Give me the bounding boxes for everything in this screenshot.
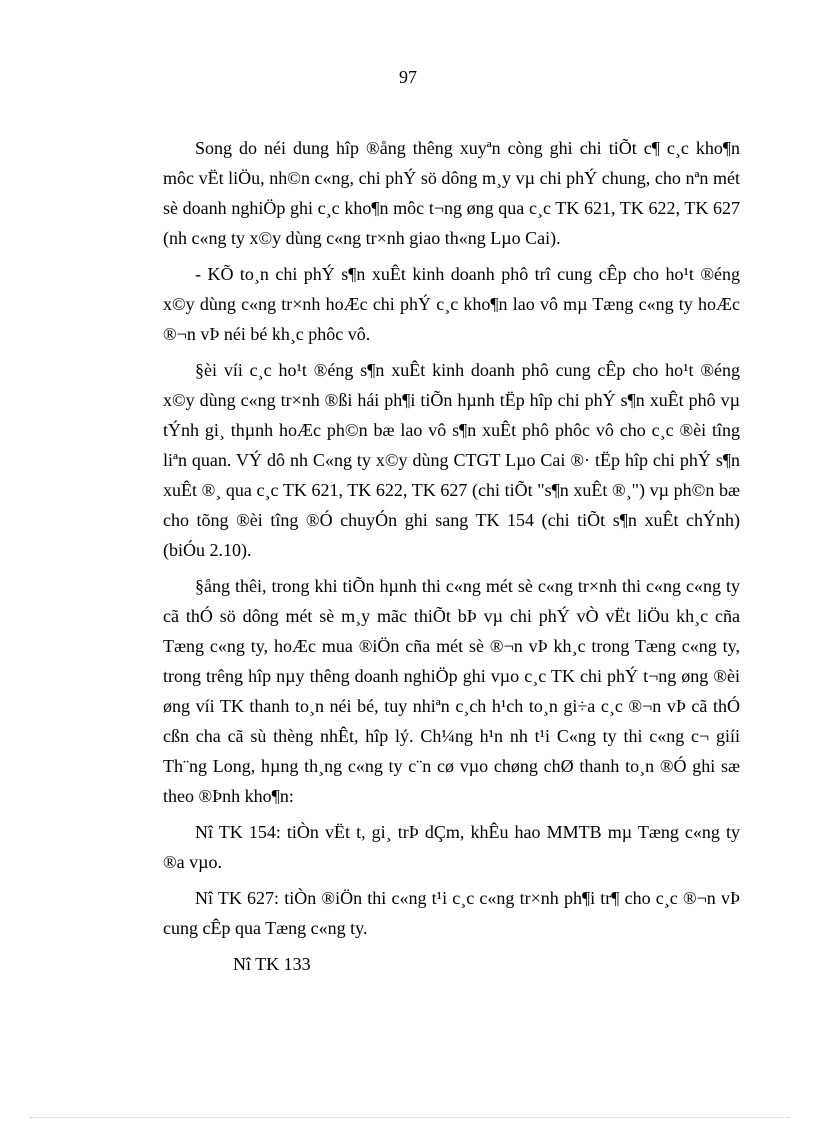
paragraph-internal-payment: §ång thêi, trong khi tiÕn hµnh thi c«ng mét sè c«ng tr×nh thi c«ng c«ng ty cã thÓ sö dông mét sè m¸y mãc thiÕt bÞ vµ chi phÝ vÒ vËt liÖu kh¸c cña Tæng c«ng ty, hoÆc mua ®iÖn cña mét sè ®¬n vÞ kh¸c trong Tæng c«ng ty, trong trêng hîp nµy thêng doanh nghiÖp ghi vµo c¸c TK chi phÝ t¬ng øng ®èi øng víi TK thanh to¸n néi bé, tuy nhiªn c¸ch h¹ch to¸n gi÷a c¸c ®¬n vÞ cã thÓ cßn cha cã sù thèng nhÊt, hîp lý. Ch¼ng h¹n nh t¹i C«ng ty thi c«ng c¬ giíi Th¨ng Long, hµng th¸ng c«ng ty c¨n cø vµo chøng chØ thanh to¸n ®Ó ghi sæ theo ®Þnh kho¶n: bbox=[163, 576, 740, 806]
page-bottom-divider bbox=[30, 1117, 790, 1118]
paragraph-contract-accounts: Song do néi dung hîp ®ång thêng xuyªn còng ghi chi tiÕt c¶ c¸c kho¶n môc vËt liÖu, nh©n c«ng, chi phÝ sö dông m¸y vµ chi phÝ chung, cho nªn mét sè doanh nghiÖp ghi c¸c kho¶n môc t¬ng øng qua c¸c TK 621, TK 622, TK 627 (nh c«ng ty x©y dùng c«ng tr×nh giao th«ng Lµo Cai). bbox=[163, 138, 740, 248]
entry-debit-tk627: Nî TK 627: tiÒn ®iÖn thi c«ng t¹i c¸c c«ng tr×nh ph¶i tr¶ cho c¸c ®¬n vÞ cung cÊp qua Tæng c«ng ty. bbox=[163, 888, 740, 938]
entry-debit-tk133: Nî TK 133 bbox=[233, 954, 311, 974]
page-number: 97 bbox=[399, 67, 417, 87]
document-body bbox=[163, 133, 740, 985]
paragraph-auxiliary-production: §èi víi c¸c ho¹t ®éng s¶n xuÊt kinh doanh phô cung cÊp cho ho¹t ®éng x©y dùng c«ng tr×nh ®ßi hái ph¶i tiÕn hµnh tËp hîp chi phÝ s¶n xuÊt phô vµ tÝnh gi¸ thµnh hoÆc ph©n bæ lao vô s¶n xuÊt phô phôc vô cho c¸c ®èi tîng liªn quan. VÝ dô nh C«ng ty x©y dùng CTGT Lµo Cai ®· tËp hîp chi phÝ s¶n xuÊt ®¸ qua c¸c TK 621, TK 622, TK 627 (chi tiÕt "s¶n xuÊt ®¸") vµ ph©n bæ cho tõng ®èi tîng ®Ó chuyÓn ghi sang TK 154 (chi tiÕt s¶n xuÊt chÝnh) (biÓu 2.10). bbox=[163, 360, 740, 560]
entry-debit-tk154: Nî TK 154: tiÒn vËt t, gi¸ trÞ dÇm, khÊu hao MMTB mµ Tæng c«ng ty ®a vµo. bbox=[163, 822, 740, 872]
paragraph-auxiliary-costs: - KÕ to¸n chi phÝ s¶n xuÊt kinh doanh phô trî cung cÊp cho ho¹t ®éng x©y dùng c«ng tr×nh hoÆc chi phÝ c¸c kho¶n lao vô mµ Tæng c«ng ty hoÆc ®¬n vÞ néi bé kh¸c phôc vô. bbox=[163, 264, 740, 344]
